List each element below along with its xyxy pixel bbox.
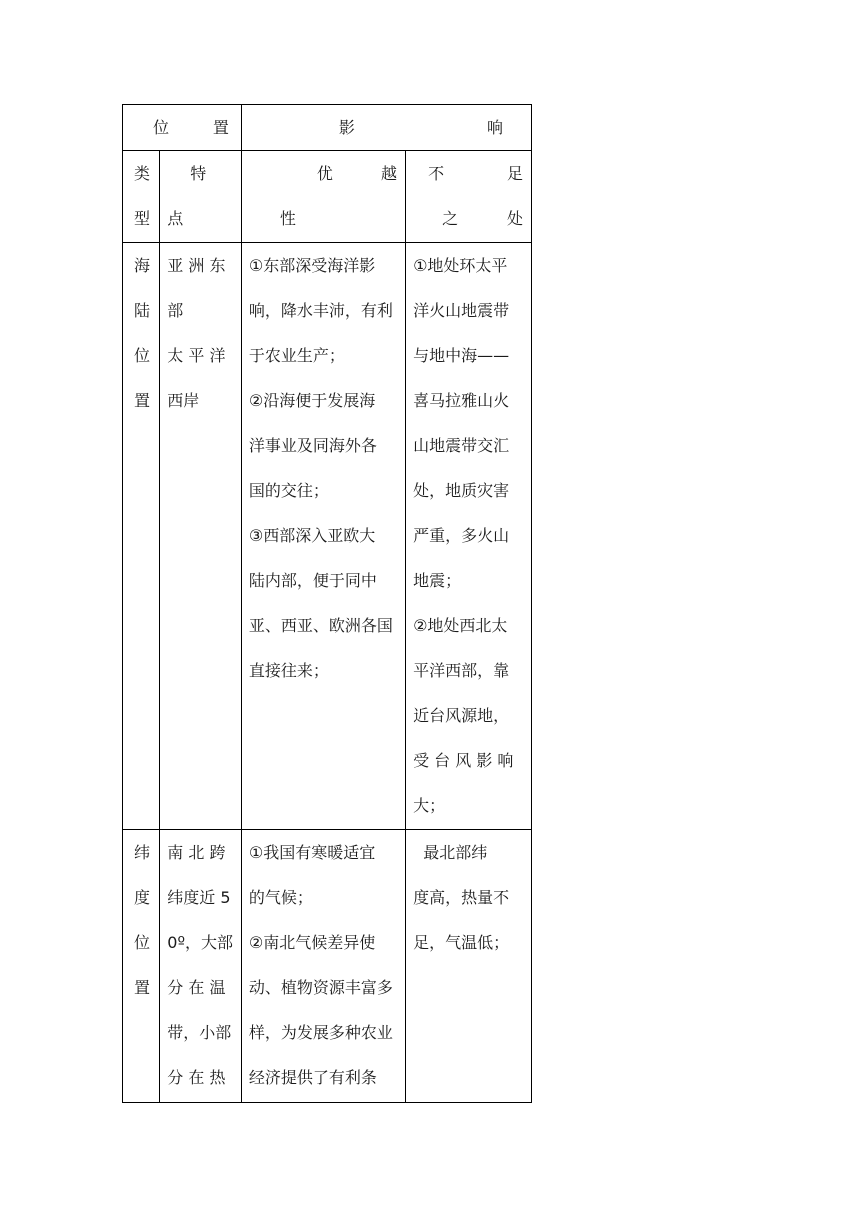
advantage-line: 经济提供了有利条 <box>248 1068 377 1087</box>
advantage-header-cell <box>241 151 405 243</box>
advantage-line: ②沿海便于发展海 <box>248 391 376 410</box>
table-row <box>123 243 532 830</box>
feature-line: 太 平 洋 <box>167 346 226 365</box>
disadvantage-cell <box>406 830 532 1103</box>
disadvantage-line: 处，地质灾害 <box>413 481 510 500</box>
advantage-line: 直接往来； <box>248 661 329 680</box>
feature-line: 带，小部 <box>167 1023 232 1042</box>
disadvantage-line: 山地震带交汇 <box>413 436 510 455</box>
disadvantage-line: 地震； <box>413 571 462 590</box>
advantage-cell <box>241 243 405 830</box>
subheader-row <box>123 151 532 243</box>
disadvantage-line: ②地处西北太 <box>413 616 508 635</box>
disadvantage-line: 最北部纬 <box>413 843 488 862</box>
disadvantage-header-char: 足 <box>506 164 523 183</box>
type-header-char: 型 <box>134 209 151 228</box>
disadvantage-line: 喜马拉雅山火 <box>413 391 510 410</box>
feature-line: 部 <box>167 301 184 320</box>
disadvantage-line: 与地中海—— <box>413 346 510 365</box>
disadvantage-header-char: 不 <box>428 164 445 183</box>
disadvantage-line: 洋火山地震带 <box>413 301 510 320</box>
advantage-header-char: 越 <box>381 164 398 183</box>
type-cell <box>123 830 160 1103</box>
type-header-char: 类 <box>134 164 151 183</box>
advantage-line: 动、植物资源丰富多 <box>248 978 393 997</box>
feature-header-char: 特 <box>190 164 207 183</box>
type-char: 度 <box>134 888 151 907</box>
type-char: 置 <box>134 391 151 410</box>
disadvantage-header-char: 处 <box>506 209 523 228</box>
feature-line: 0º，大部 <box>167 933 233 952</box>
advantage-header-char: 优 <box>316 164 333 183</box>
feature-cell <box>160 243 242 830</box>
feature-line: 南 北 跨 <box>167 843 226 862</box>
advantage-line: ①我国有寒暖适宜 <box>248 843 376 862</box>
advantage-line: 响，降水丰沛，有利 <box>248 301 393 320</box>
type-char: 位 <box>134 933 151 952</box>
type-cell <box>123 243 160 830</box>
influence-header-cell <box>241 105 531 151</box>
disadvantage-line: 足，气温低； <box>413 933 510 952</box>
advantage-line: ①东部深受海洋影 <box>248 256 376 275</box>
advantage-line: 陆内部，便于同中 <box>248 571 377 590</box>
feature-cell <box>160 830 242 1103</box>
influence-header-char: 影 <box>338 118 355 137</box>
advantage-line: 洋事业及同海外各 <box>248 436 377 455</box>
type-char: 陆 <box>134 301 151 320</box>
type-char: 置 <box>134 978 151 997</box>
disadvantage-line: ①地处环太平 <box>413 256 508 275</box>
type-char: 海 <box>134 256 151 275</box>
advantage-line: 样，为发展多种农业 <box>248 1023 393 1042</box>
table-row <box>123 830 532 1103</box>
position-header-cell <box>123 105 242 151</box>
feature-line: 纬度近 5 <box>167 888 231 907</box>
disadvantage-header-cell <box>406 151 532 243</box>
feature-line: 亚 洲 东 <box>167 256 226 275</box>
header-row <box>123 105 532 151</box>
disadvantage-header-char: 之 <box>442 209 459 228</box>
advantage-line: 亚、西亚、欧洲各国 <box>248 616 393 635</box>
advantage-line: ②南北气候差异使 <box>248 933 376 952</box>
advantage-line: ③西部深入亚欧大 <box>248 526 376 545</box>
disadvantage-line: 平洋西部，靠 <box>413 661 510 680</box>
disadvantage-line: 大； <box>413 796 446 815</box>
feature-header-char: 点 <box>167 209 184 228</box>
geography-table <box>122 104 532 1103</box>
position-header-char: 位 <box>153 118 170 137</box>
advantage-line: 的气候； <box>248 888 313 907</box>
influence-header-char: 响 <box>486 118 503 137</box>
feature-line: 分 在 温 <box>167 978 226 997</box>
advantage-line: 于农业生产； <box>248 346 345 365</box>
position-header-char: 置 <box>212 118 229 137</box>
advantage-header-char: 性 <box>279 209 296 228</box>
feature-line: 西岸 <box>167 391 200 410</box>
disadvantage-cell <box>406 243 532 830</box>
disadvantage-line: 严重，多火山 <box>413 526 510 545</box>
feature-line: 分 在 热 <box>167 1068 226 1087</box>
type-char: 位 <box>134 346 151 365</box>
feature-header-cell <box>160 151 242 243</box>
advantage-line: 国的交往； <box>248 481 329 500</box>
disadvantage-line: 近台风源地， <box>413 706 510 725</box>
advantage-cell <box>241 830 405 1103</box>
disadvantage-line: 度高，热量不 <box>413 888 510 907</box>
type-header-cell <box>123 151 160 243</box>
type-char: 纬 <box>134 843 151 862</box>
disadvantage-line: 受 台 风 影 响 <box>413 751 514 770</box>
